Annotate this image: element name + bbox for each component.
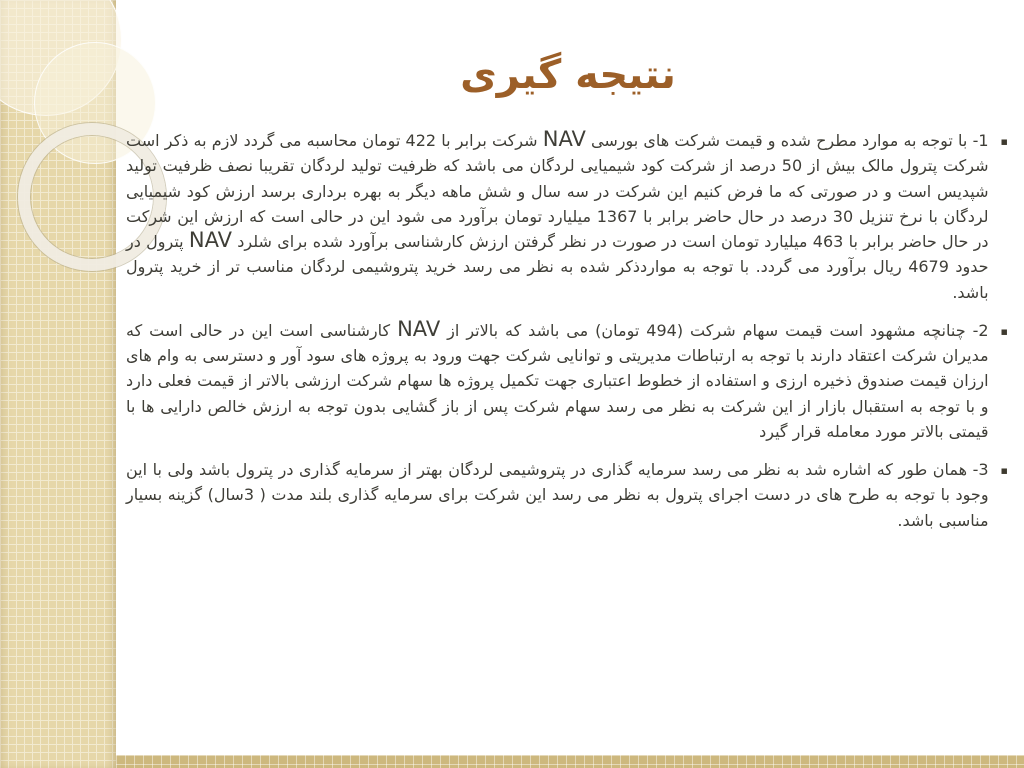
bullet-item [126, 457, 1010, 533]
bottom-texture-strip [116, 755, 1024, 768]
bullet-paragraph: 1- با توجه به موارد مطرح شده و قیمت شرکت های بورسی NAV شرکت برابر با 422 تومان محاسبه می گردد لازم به ذکر است شرکت پترول مالک بیش از 50 درصد از شرکت کود شیمیایی لردگان می باشد که ظرفیت تولید لردگان تقریبا نصف ظرفیت تولید شپدیس است و در صورتی که ما فرض کنیم این شرکت در سه سال و شش ماهه دیگر به بهره برداری برسد ارزش کود شیمیایی لردگان با نرخ تنزیل 30 درصد در حال حاضر برابر با 1367 میلیارد تومان برآورد می شود این در حالی است که ارزش این شرکت در حال حاضر برابر با 463 میلیارد تومان است در صورت در نظر گرفتن ارزش کارشناسی برآورد شده برای شلرد NAV پترول در حدود 4679 ریال برآورد می گردد. با توجه به مواردذکر شده به نظر می رسد خرید پتروشیمی لردگان مناسب تر از خرید پترول باشد. [126, 127, 989, 302]
nav-latin-text: NAV [397, 316, 441, 341]
slide-title: نتیجه گیری [460, 52, 676, 98]
bullet-paragraph: 2- چنانچه مشهود است قیمت سهام شرکت (494 تومان) می باشد که بالاتر از NAV کارشناسی است این در حالی است که مدیران شرکت اعتقاد دارند با توجه به ارتباطات مدیریتی و توانایی شرکت جهت ورود به پروژه های سود آور و دسترسی به وام های ارزان قیمت صندوق ذخیره ارزی و استفاده از خطوط اعتباری جهت تکمیل پروژه ها سهام شرکت ارزشی بالاتر از قیمت فعلی دارد و با توجه به استقبال بازار از این شرکت به نظر می رسد سهام شرکت پس از باز گشایی بدون توجه به ارزش خالص دارایی ها با قیمتی بالاتر مورد معامله قرار گیرد [126, 316, 989, 441]
slide-content [126, 52, 1010, 546]
bullet-square-icon: ▪ [1000, 464, 1008, 478]
bullet-item [126, 128, 1010, 305]
bullet-square-icon: ▪ [1000, 324, 1008, 338]
bullet-square-icon: ▪ [1000, 135, 1008, 148]
nav-latin-text: NAV [542, 127, 586, 151]
bullet-list [126, 128, 1010, 533]
bullet-paragraph: 3- همان طور که اشاره شد به نظر می رسد سرمایه گذاری در پتروشیمی لردگان بهتر از سرمایه گذاری در پترول باشد ولی با این وجود با توجه به طرح های در دست اجرای پترول به نظر می رسد این شرکت برای سرمایه گذاری بلند مدت ( 3سال) گزینه بسیار مناسبی باشد. [126, 460, 989, 530]
nav-latin-text: NAV [188, 228, 232, 253]
bullet-item [126, 318, 1010, 444]
